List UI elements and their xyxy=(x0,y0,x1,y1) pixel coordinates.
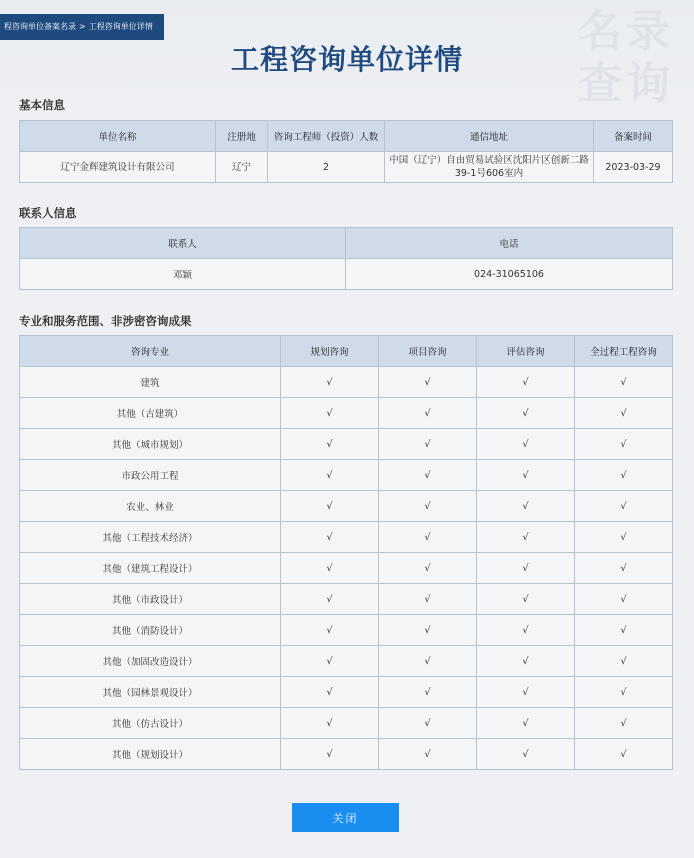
check-mark: √ xyxy=(575,584,673,615)
specialty-name: 其他（园林景观设计） xyxy=(20,677,281,708)
check-mark: √ xyxy=(477,584,575,615)
column-header: 项目咨询 xyxy=(379,336,477,367)
column-header: 通信地址 xyxy=(385,121,594,152)
table-row xyxy=(20,429,673,460)
check-mark: √ xyxy=(575,677,673,708)
column-header: 咨询专业 xyxy=(20,336,281,367)
registration-region: 辽宁 xyxy=(216,152,268,183)
filing-date: 2023-03-29 xyxy=(594,152,673,183)
specialty-name: 其他（仿古设计） xyxy=(20,708,281,739)
breadcrumb-link-directory[interactable]: 程咨询单位备案名录 xyxy=(4,22,76,31)
table-header-row xyxy=(20,336,673,367)
check-mark: √ xyxy=(477,646,575,677)
page-title: 工程咨询单位详情 xyxy=(230,43,463,76)
table-row xyxy=(20,259,673,290)
specialty-name: 其他（工程技术经济） xyxy=(20,522,281,553)
watermark: 名录查询 xyxy=(578,6,674,109)
check-mark: √ xyxy=(379,739,477,770)
check-mark: √ xyxy=(281,398,379,429)
breadcrumb xyxy=(0,14,164,40)
specialty-name: 其他（建筑工程设计） xyxy=(20,553,281,584)
check-mark: √ xyxy=(477,398,575,429)
table-row xyxy=(20,584,673,615)
column-header: 联系人 xyxy=(20,228,346,259)
breadcrumb-separator: > xyxy=(79,22,86,31)
table-row xyxy=(20,615,673,646)
table-row xyxy=(20,398,673,429)
check-mark: √ xyxy=(477,553,575,584)
table-row xyxy=(20,522,673,553)
table-row xyxy=(20,677,673,708)
check-mark: √ xyxy=(379,584,477,615)
check-mark: √ xyxy=(477,429,575,460)
check-mark: √ xyxy=(379,615,477,646)
check-mark: √ xyxy=(575,460,673,491)
specialty-name: 其他（消防设计） xyxy=(20,615,281,646)
contact-person: 邓颖 xyxy=(20,259,346,290)
check-mark: √ xyxy=(379,522,477,553)
check-mark: √ xyxy=(281,584,379,615)
table-row xyxy=(20,491,673,522)
table-row xyxy=(20,739,673,770)
check-mark: √ xyxy=(477,739,575,770)
check-mark: √ xyxy=(379,677,477,708)
check-mark: √ xyxy=(477,615,575,646)
contact-phone: 024-31065106 xyxy=(346,259,673,290)
specialty-name: 其他（城市规划） xyxy=(20,429,281,460)
check-mark: √ xyxy=(281,739,379,770)
check-mark: √ xyxy=(281,615,379,646)
mailing-address: 中国（辽宁）自由贸易试验区沈阳片区创新二路39-1号606室内 xyxy=(385,152,594,183)
scope-table xyxy=(19,335,673,770)
check-mark: √ xyxy=(379,646,477,677)
check-mark: √ xyxy=(379,367,477,398)
specialty-name: 其他（古建筑） xyxy=(20,398,281,429)
check-mark: √ xyxy=(477,367,575,398)
table-row xyxy=(20,646,673,677)
check-mark: √ xyxy=(281,429,379,460)
breadcrumb-current: 工程咨询单位详情 xyxy=(88,22,153,31)
check-mark: √ xyxy=(281,460,379,491)
check-mark: √ xyxy=(575,708,673,739)
check-mark: √ xyxy=(379,398,477,429)
table-row xyxy=(20,367,673,398)
column-header: 电话 xyxy=(346,228,673,259)
check-mark: √ xyxy=(575,491,673,522)
check-mark: √ xyxy=(281,677,379,708)
specialty-name: 市政公用工程 xyxy=(20,460,281,491)
contact-table xyxy=(19,227,673,290)
section-title-scope: 专业和服务范围、非涉密咨询成果 xyxy=(19,314,192,328)
column-header: 注册地 xyxy=(216,121,268,152)
table-row xyxy=(20,460,673,491)
check-mark: √ xyxy=(575,367,673,398)
specialty-name: 建筑 xyxy=(20,367,281,398)
section-title-contact: 联系人信息 xyxy=(19,206,77,220)
check-mark: √ xyxy=(379,708,477,739)
check-mark: √ xyxy=(575,615,673,646)
check-mark: √ xyxy=(477,522,575,553)
check-mark: √ xyxy=(575,522,673,553)
check-mark: √ xyxy=(575,739,673,770)
specialty-name: 其他（加固改造设计） xyxy=(20,646,281,677)
column-header: 全过程工程咨询 xyxy=(575,336,673,367)
section-title-basic-info: 基本信息 xyxy=(19,98,65,112)
table-row xyxy=(20,152,673,183)
column-header: 规划咨询 xyxy=(281,336,379,367)
specialty-name: 其他（规划设计） xyxy=(20,739,281,770)
table-header-row xyxy=(20,121,673,152)
column-header: 咨询工程师（投资）人数 xyxy=(268,121,385,152)
check-mark: √ xyxy=(477,491,575,522)
basic-info-table xyxy=(19,120,673,183)
check-mark: √ xyxy=(575,553,673,584)
check-mark: √ xyxy=(575,646,673,677)
close-button[interactable]: 关闭 xyxy=(292,803,399,832)
check-mark: √ xyxy=(281,646,379,677)
check-mark: √ xyxy=(379,460,477,491)
column-header: 评估咨询 xyxy=(477,336,575,367)
check-mark: √ xyxy=(575,429,673,460)
check-mark: √ xyxy=(281,522,379,553)
table-row xyxy=(20,708,673,739)
column-header: 单位名称 xyxy=(20,121,216,152)
check-mark: √ xyxy=(477,677,575,708)
check-mark: √ xyxy=(575,398,673,429)
check-mark: √ xyxy=(281,367,379,398)
company-name: 辽宁金辉建筑设计有限公司 xyxy=(20,152,216,183)
check-mark: √ xyxy=(281,491,379,522)
check-mark: √ xyxy=(477,460,575,491)
check-mark: √ xyxy=(477,708,575,739)
check-mark: √ xyxy=(379,553,477,584)
check-mark: √ xyxy=(379,429,477,460)
engineer-count: 2 xyxy=(268,152,385,183)
table-header-row xyxy=(20,228,673,259)
column-header: 备案时间 xyxy=(594,121,673,152)
check-mark: √ xyxy=(379,491,477,522)
check-mark: √ xyxy=(281,553,379,584)
specialty-name: 其他（市政设计） xyxy=(20,584,281,615)
table-row xyxy=(20,553,673,584)
check-mark: √ xyxy=(281,708,379,739)
specialty-name: 农业、林业 xyxy=(20,491,281,522)
